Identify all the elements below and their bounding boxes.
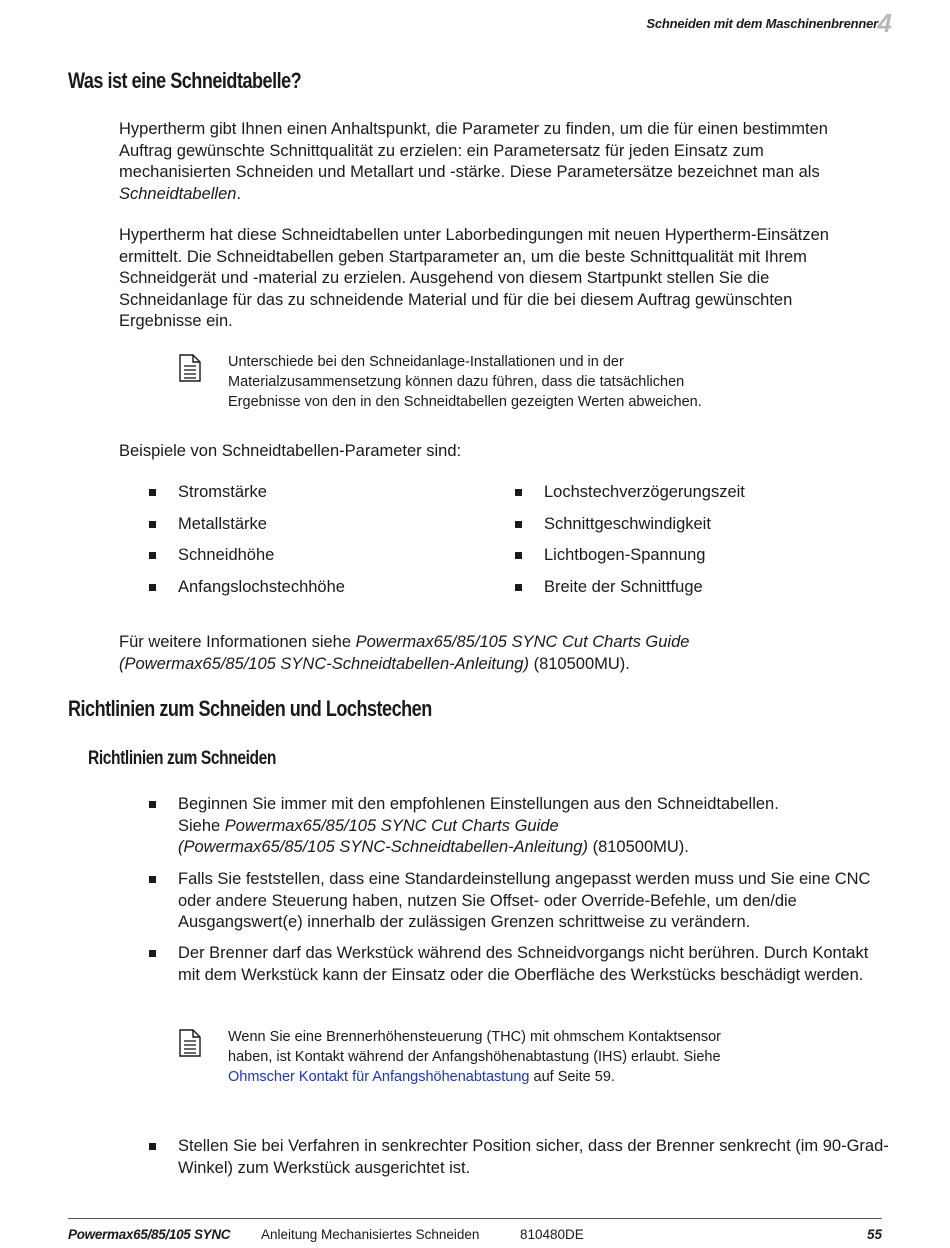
list-item: Breite der Schnittfuge xyxy=(515,577,703,599)
paragraph-intro: Hypertherm gibt Ihnen einen Anhaltspunkt, die Parameter zu finden, um die für einen bestimmten Auftrag gewünschte Schnittqualität zu erzielen: ein Parametersatz für jeden Einsatz zum mechanisierten Schneiden und Metallart und -stärke. Diese Parametersätze bezeichnet man als Schneidtabellen. xyxy=(119,120,828,203)
footer-product: Powermax65/85/105 SYNC xyxy=(68,1227,231,1242)
note-block xyxy=(178,352,738,412)
note-icon xyxy=(178,354,202,382)
list-item: Der Brenner darf das Werkstück während des Schneidvorgangs nicht berühren. Durch Kontakt mit dem Werkstück kann der Einsatz oder die Oberfläche des Werkstücks beschädigt werden. xyxy=(149,943,889,986)
footer xyxy=(68,1227,882,1242)
more-info-paragraph: Für weitere Informationen siehe Powermax65/85/105 SYNC Cut Charts Guide (Powermax65/85/105 SYNC-Schneidtabellen-Anleitung) (810500MU). xyxy=(119,633,690,673)
list-item: Lochstechverzögerungszeit xyxy=(515,482,745,504)
list-item: Stellen Sie bei Verfahren in senkrechter Position sicher, dass der Brenner senkrecht (im 90-Grad-Winkel) zum Werkstück ausgerichtet ist. xyxy=(149,1136,889,1179)
list-item: Falls Sie feststellen, dass eine Standardeinstellung angepasst werden muss und Sie eine CNC oder andere Steuerung haben, nutzen Sie Offset- oder Override-Befehle, um den/die Ausgangswert(e) innerhalb der zulässigen Grenzen schrittweise zu verändern. xyxy=(149,869,889,934)
list-item: Beginnen Sie immer mit den empfohlenen Einstellungen aus den Schneidtabellen. Siehe Powermax65/85/105 SYNC Cut Charts Guide (Powermax65/85/105 SYNC-Schneidtabellen-Anleitung) (810500MU). xyxy=(149,794,889,859)
section-title-guidelines: Richtlinien zum Schneiden und Lochstechen xyxy=(68,696,432,721)
paragraph-lab-conditions: Hypertherm hat diese Schneidtabellen unter Laborbedingungen mit neuen Hypertherm-Einsätzen ermittelt. Die Schneidtabellen geben Startparameter an, um die beste Schnittqualität mit Ihrem Schneidgerät und -material zu erzielen. Ausgehend von diesem Startpunkt stellen Sie die Schneidanlage für das zu schneidende Material und für die bei diesem Auftrag gewünschten Ergebnisse ein. xyxy=(119,226,829,330)
note-text: Wenn Sie eine Brennerhöhensteuerung (THC) mit ohmschem Kontaktsensor haben, ist Kontakt während der Anfangshöhenabtastung (IHS) erlaubt. Siehe Ohmscher Kontakt für Anfangshöhenabtastung auf Seite 59. xyxy=(228,1029,721,1085)
section-title-cut-charts: Was ist eine Schneidtabelle? xyxy=(68,68,302,93)
list-item: Metallstärke xyxy=(149,514,267,536)
ohmic-contact-link[interactable]: Ohmscher Kontakt für Anfangshöhenabtastung xyxy=(228,1069,530,1085)
list-item: Anfangslochstechhöhe xyxy=(149,577,345,599)
list-item: Stromstärke xyxy=(149,482,267,504)
note-block xyxy=(178,1027,738,1087)
list-intro: Beispiele von Schneidtabellen-Parameter sind: xyxy=(119,442,462,460)
list-item: Schneidhöhe xyxy=(149,545,274,567)
footer-divider xyxy=(68,1218,882,1219)
footer-part-number: 810480DE xyxy=(520,1227,584,1242)
running-header: Schneiden mit dem Maschinenbrenner xyxy=(646,16,878,31)
note-icon xyxy=(178,1029,202,1057)
list-item: Schnittgeschwindigkeit xyxy=(515,514,711,536)
list-item: Lichtbogen-Spannung xyxy=(515,545,705,567)
footer-doc-title: Anleitung Mechanisiertes Schneiden xyxy=(261,1227,480,1242)
subsection-title-cutting: Richtlinien zum Schneiden xyxy=(88,748,276,769)
note-text: Unterschiede bei den Schneidanlage-Installationen und in der Materialzusammensetzung können dazu führen, dass die tatsächlichen Ergebnisse von den in den Schneidtabellen gezeigten Werten abweichen. xyxy=(228,354,702,410)
page-number: 55 xyxy=(866,1227,882,1242)
